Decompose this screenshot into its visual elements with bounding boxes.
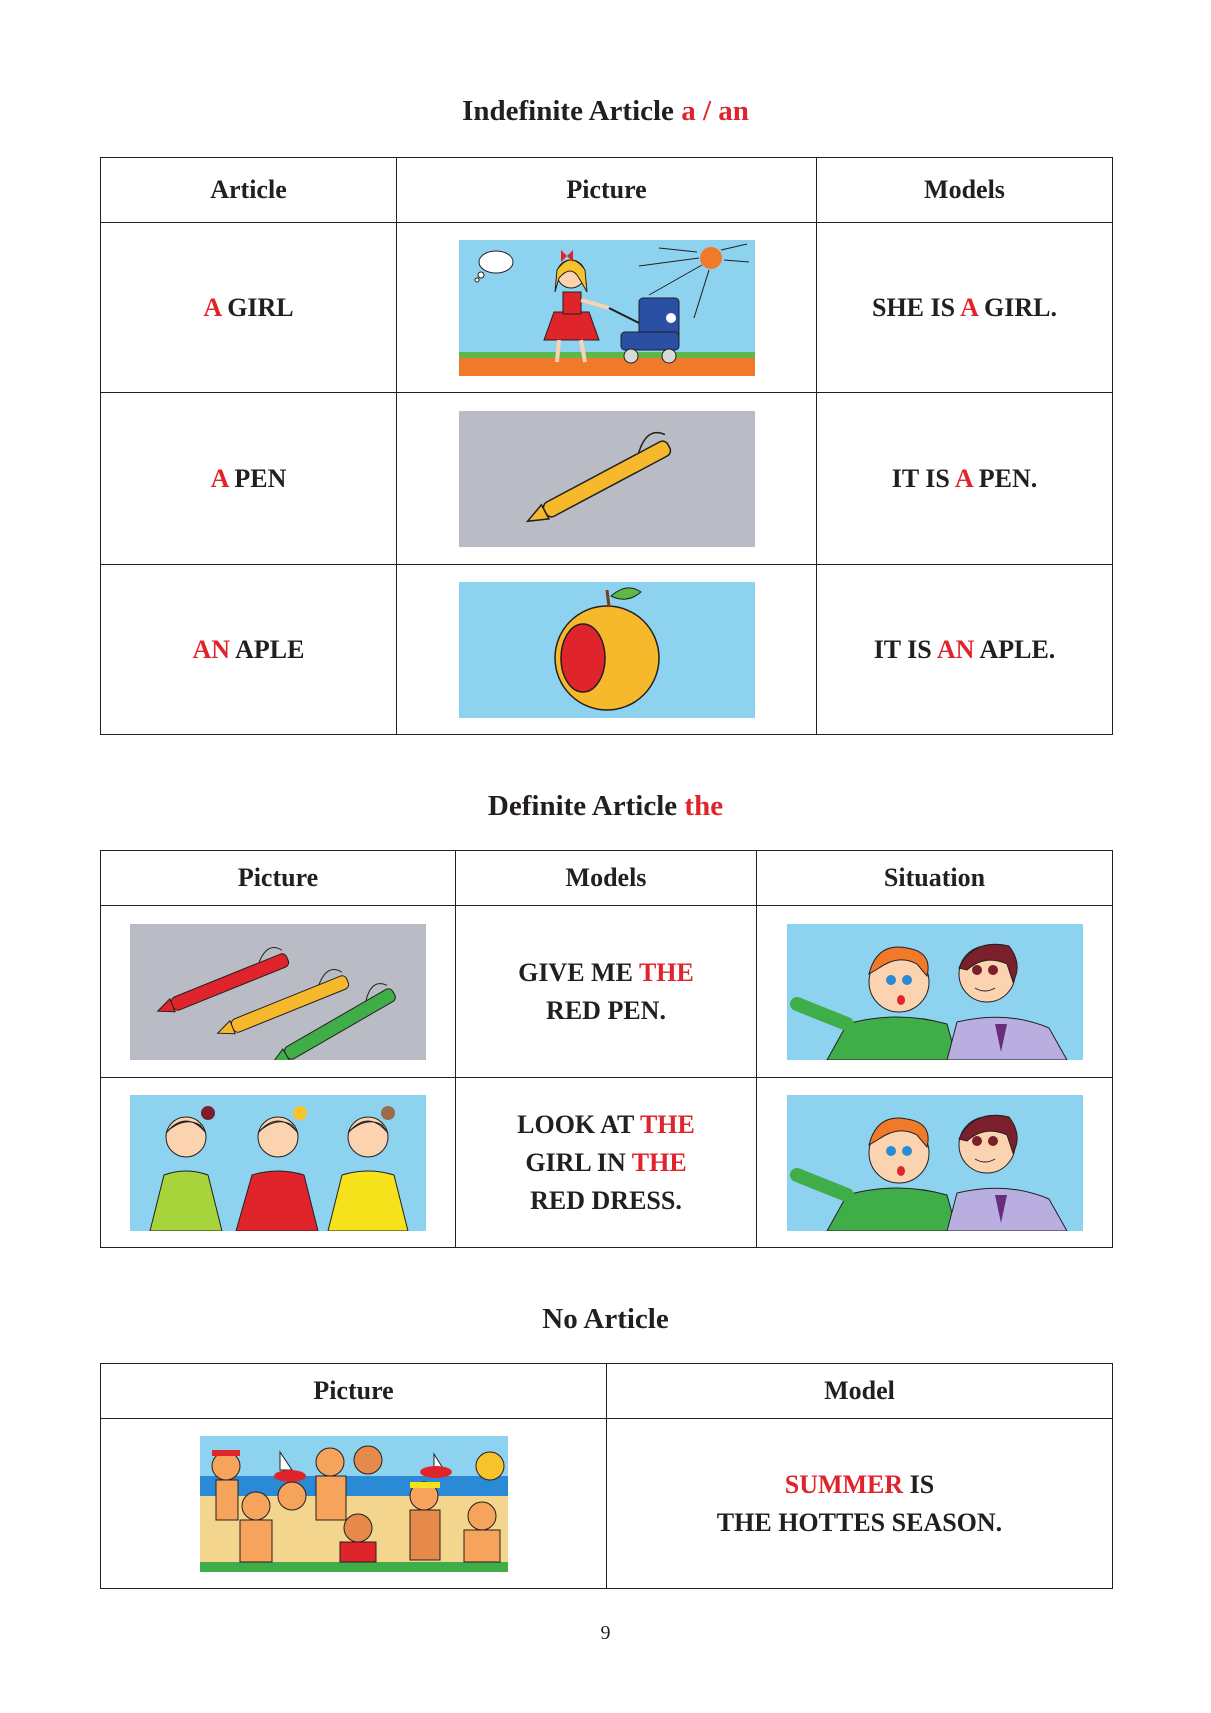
picture-cell — [397, 565, 817, 735]
table-row — [101, 393, 1113, 565]
header-picture: Picture — [101, 851, 456, 906]
section-title-definite: Definite Article the — [487, 790, 724, 822]
girl-with-pram-image — [459, 240, 755, 376]
situation-cell — [757, 1078, 1113, 1248]
definite-article-table — [100, 850, 1113, 1248]
header-models: Models — [817, 158, 1113, 223]
table-header-row — [101, 158, 1113, 223]
article-cell: AN APLE — [101, 565, 397, 735]
picture-cell — [101, 1419, 607, 1589]
table-header-row — [101, 1364, 1113, 1419]
article-cell: A PEN — [101, 393, 397, 565]
model-cell: LOOK AT THE GIRL IN THE RED DRESS. — [456, 1078, 757, 1248]
picture-cell — [397, 393, 817, 565]
section-title-no-article: No Article — [542, 1303, 669, 1335]
picture-cell — [101, 906, 456, 1078]
model-cell: SHE IS A GIRL. — [817, 223, 1113, 393]
no-article-table — [100, 1363, 1113, 1589]
three-pens-image — [130, 924, 426, 1060]
situation-cell — [757, 906, 1113, 1078]
table-row — [101, 1078, 1113, 1248]
model-cell: IT IS AN APLE. — [817, 565, 1113, 735]
table-row — [101, 223, 1113, 393]
picture-cell — [101, 1078, 456, 1248]
header-situation: Situation — [757, 851, 1113, 906]
apple-image — [459, 582, 755, 718]
boys-pointing-image — [787, 924, 1083, 1060]
beach-scene-image — [200, 1436, 508, 1572]
table-row — [101, 1419, 1113, 1589]
picture-cell — [397, 223, 817, 393]
model-cell: SUMMER IS THE HOTTES SEASON. — [607, 1419, 1113, 1589]
section-title-indefinite: Indefinite Article a / an — [462, 95, 749, 127]
table-header-row — [101, 851, 1113, 906]
page-number: 9 — [600, 1622, 611, 1644]
three-girls-image — [130, 1095, 426, 1231]
header-picture: Picture — [101, 1364, 607, 1419]
header-picture: Picture — [397, 158, 817, 223]
yellow-pen-image — [459, 411, 755, 547]
boys-pointing-image — [787, 1095, 1083, 1231]
header-article: Article — [101, 158, 397, 223]
model-cell: IT IS A PEN. — [817, 393, 1113, 565]
table-row — [101, 565, 1113, 735]
header-models: Models — [456, 851, 757, 906]
indefinite-article-table — [100, 157, 1113, 735]
article-cell: A GIRL — [101, 223, 397, 393]
model-cell: GIVE ME THE RED PEN. — [456, 906, 757, 1078]
header-model: Model — [607, 1364, 1113, 1419]
table-row — [101, 906, 1113, 1078]
